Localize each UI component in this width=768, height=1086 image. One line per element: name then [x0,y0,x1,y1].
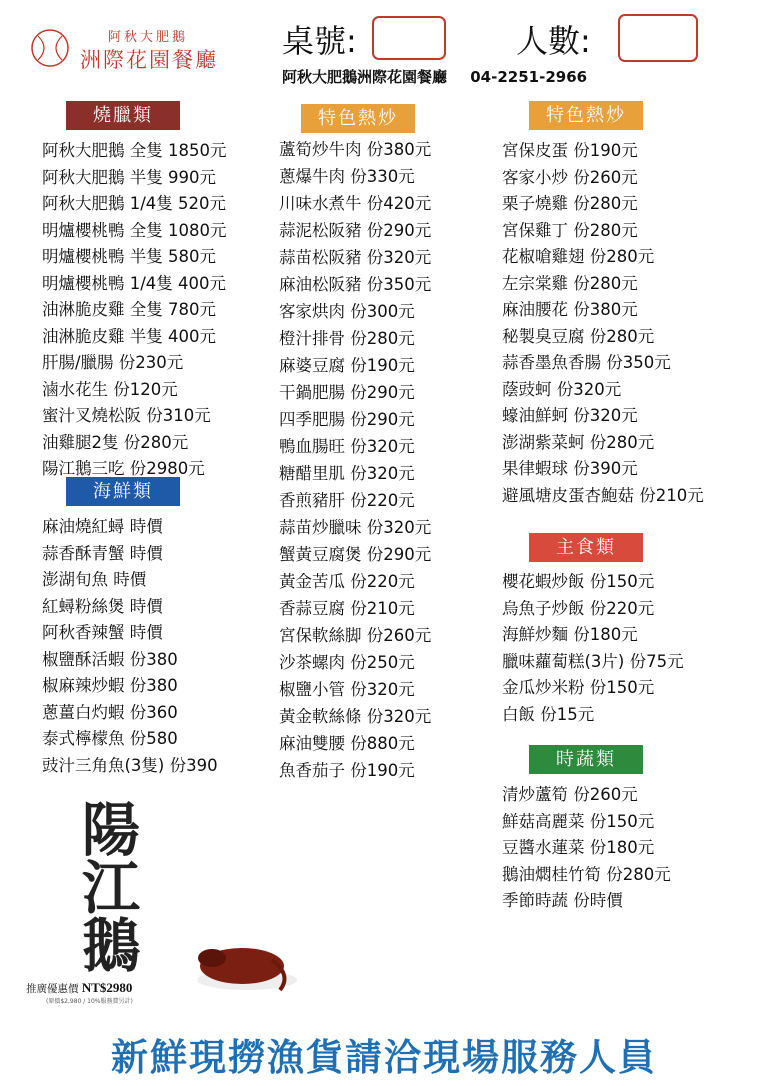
menu-item: 避風塘皮蛋杏鮑菇 份210元 [502,485,704,505]
menu-item: 蜜汁叉燒松阪 份310元 [42,406,211,425]
seafood-menu-list [42,514,218,779]
menu-item: 豆醬水蓮菜 份180元 [502,838,655,857]
menu-item: 干鍋肥腸 份290元 [279,383,415,402]
menu-item: 陽江鵝三吃 份2980元 [42,459,205,478]
category-roast: 燒臘類 [66,101,180,130]
calligraphy-char-2: 江 [82,854,141,922]
menu-item: 椒鹽小管 份320元 [279,680,415,699]
menu-item: 阿秋大肥鵝 1/4隻 520元 [42,194,227,213]
menu-item: 季節時蔬 份時價 [502,891,623,910]
menu-item: 明爐櫻桃鴨 半隻 580元 [42,247,216,266]
promo-label: 推廣優惠價 [26,983,79,995]
category-special-right: 特色熱炒 [529,101,643,130]
special-middle-menu-list [279,136,431,784]
menu-item: 金瓜炒米粉 份150元 [502,678,655,697]
menu-item: 栗子燒雞 份280元 [502,194,638,213]
yangjiang-goose-artwork [22,790,302,1010]
menu-item: 四季肥腸 份290元 [279,410,415,429]
menu-item: 櫻花蝦炒飯 份150元 [502,572,655,591]
menu-item: 宮保皮蛋 份190元 [502,141,638,160]
menu-item: 黃金軟絲條 份320元 [279,707,432,726]
menu-item: 海鮮炒麵 份180元 [502,625,638,644]
roast-menu-list [42,138,226,483]
promo-price [26,980,132,996]
menu-item: 蠔油鮮蚵 份320元 [502,406,638,425]
menu-item: 阿秋大肥鵝 全隻 1850元 [42,141,227,160]
menu-item: 紅蟳粉絲煲 時價 [42,596,163,616]
menu-item: 澎湖紫菜蚵 份280元 [502,432,655,452]
restaurant-contact [282,66,587,87]
menu-item: 宮保雞丁 份280元 [502,220,638,240]
special-right-menu-list [502,138,704,509]
menu-item: 秘製臭豆腐 份280元 [502,326,655,346]
menu-item: 蒜香墨魚香腸 份350元 [502,353,671,372]
people-count-label: 人數: [516,22,591,60]
menu-item: 麻油腰花 份380元 [502,300,638,319]
restaurant-logo [26,24,256,74]
category-vegetable: 時蔬類 [529,745,643,774]
menu-item: 果律蝦球 份390元 [502,459,638,478]
menu-item: 香煎豬肝 份220元 [279,491,415,510]
category-staple: 主食類 [529,533,643,562]
menu-item: 蒜苗松阪豬 份320元 [279,248,432,267]
menu-item: 蒜泥松阪豬 份290元 [279,221,432,240]
menu-item: 麻油松阪豬 份350元 [279,275,432,294]
menu-item: 麻油燒紅蟳 時價 [42,517,163,536]
menu-item: 宮保軟絲脚 份260元 [279,626,432,645]
menu-item: 豉汁三角魚(3隻) 份390 [42,755,218,775]
menu-item: 清炒蘆筍 份260元 [502,785,638,804]
footer-banner: 新鮮現撈漁貨請洽現場服務人員 [111,1036,657,1079]
menu-item: 椒麻辣炒蝦 份380 [42,676,178,695]
menu-item: 油雞腿2隻 份280元 [42,432,189,452]
promo-price-value: NT$2980 [81,980,133,995]
menu-item: 明爐櫻桃鴨 1/4隻 400元 [42,273,227,293]
menu-item: 沙茶螺肉 份250元 [279,653,415,672]
menu-item: 泰式檸檬魚 份580 [42,729,178,748]
menu-item: 糖醋里肌 份320元 [279,464,415,483]
menu-item: 油淋脆皮雞 半隻 400元 [42,326,216,346]
menu-item: 阿秋大肥鵝 半隻 990元 [42,167,216,187]
menu-item: 蒜苗炒臘味 份320元 [279,518,432,537]
menu-item: 左宗棠雞 份280元 [502,273,638,293]
category-seafood: 海鮮類 [66,477,180,506]
menu-item: 蒜香酥青蟹 時價 [42,543,163,563]
calligraphy-char-3: 鵝 [82,912,141,980]
promo-note: (原價$2,980 / 10%服務費另計) [46,998,133,1005]
staple-menu-list [502,569,684,728]
vegetable-menu-list [502,782,671,915]
menu-item: 鵝油燜桂竹筍 份280元 [502,864,671,884]
menu-item: 客家烘肉 份300元 [279,302,415,321]
logo-subtitle: 阿秋大肥鵝 [108,30,189,45]
table-number-field[interactable] [372,16,446,60]
menu-item: 烏魚子炒飯 份220元 [502,598,655,618]
menu-item: 魚香茄子 份190元 [279,761,415,780]
menu-item: 油淋脆皮雞 全隻 780元 [42,300,216,319]
calligraphy-char-1: 陽 [82,796,141,864]
phone-number: 04-2251-2966 [470,68,588,86]
menu-item: 橙汁排骨 份280元 [279,329,415,348]
menu-item: 鴨血腸旺 份320元 [279,437,415,456]
menu-item: 蔭豉蚵 份320元 [502,379,622,399]
table-number-label: 桌號: [282,22,357,60]
menu-item: 川味水煮牛 份420元 [279,194,432,213]
menu-item: 白飯 份15元 [502,704,595,724]
baseball-icon [30,28,70,68]
menu-item: 黃金苦瓜 份220元 [279,572,415,591]
menu-item: 明爐櫻桃鴨 全隻 1080元 [42,220,227,240]
menu-item: 椒鹽酥活蝦 份380 [42,649,178,669]
menu-item: 香蒜豆腐 份210元 [279,599,415,618]
menu-item: 麻婆豆腐 份190元 [279,356,415,375]
menu-item: 蟹黃豆腐煲 份290元 [279,545,432,564]
menu-item: 客家小炒 份260元 [502,167,638,187]
menu-item: 蔥爆牛肉 份330元 [279,167,415,186]
category-special-middle: 特色熱炒 [301,104,415,133]
menu-item: 花椒嗆雞翅 份280元 [502,247,655,266]
menu-item: 蔥薑白灼蝦 份360 [42,702,178,722]
logo-name: 洲際花園餐廳 [80,48,218,72]
menu-item: 鮮菇高麗菜 份150元 [502,811,655,831]
people-count-field[interactable] [618,14,698,62]
menu-item: 澎湖旬魚 時價 [42,570,147,589]
restaurant-name: 阿秋大肥鵝洲際花園餐廳 [282,68,448,86]
menu-item: 滷水花生 份120元 [42,379,178,399]
menu-item: 肝腸/臘腸 份230元 [42,353,184,372]
menu-item: 麻油雙腰 份880元 [279,734,415,753]
menu-item: 阿秋香辣蟹 時價 [42,623,163,642]
menu-item: 蘆筍炒牛肉 份380元 [279,140,432,159]
menu-item: 臘味蘿蔔糕(3片) 份75元 [502,651,684,671]
